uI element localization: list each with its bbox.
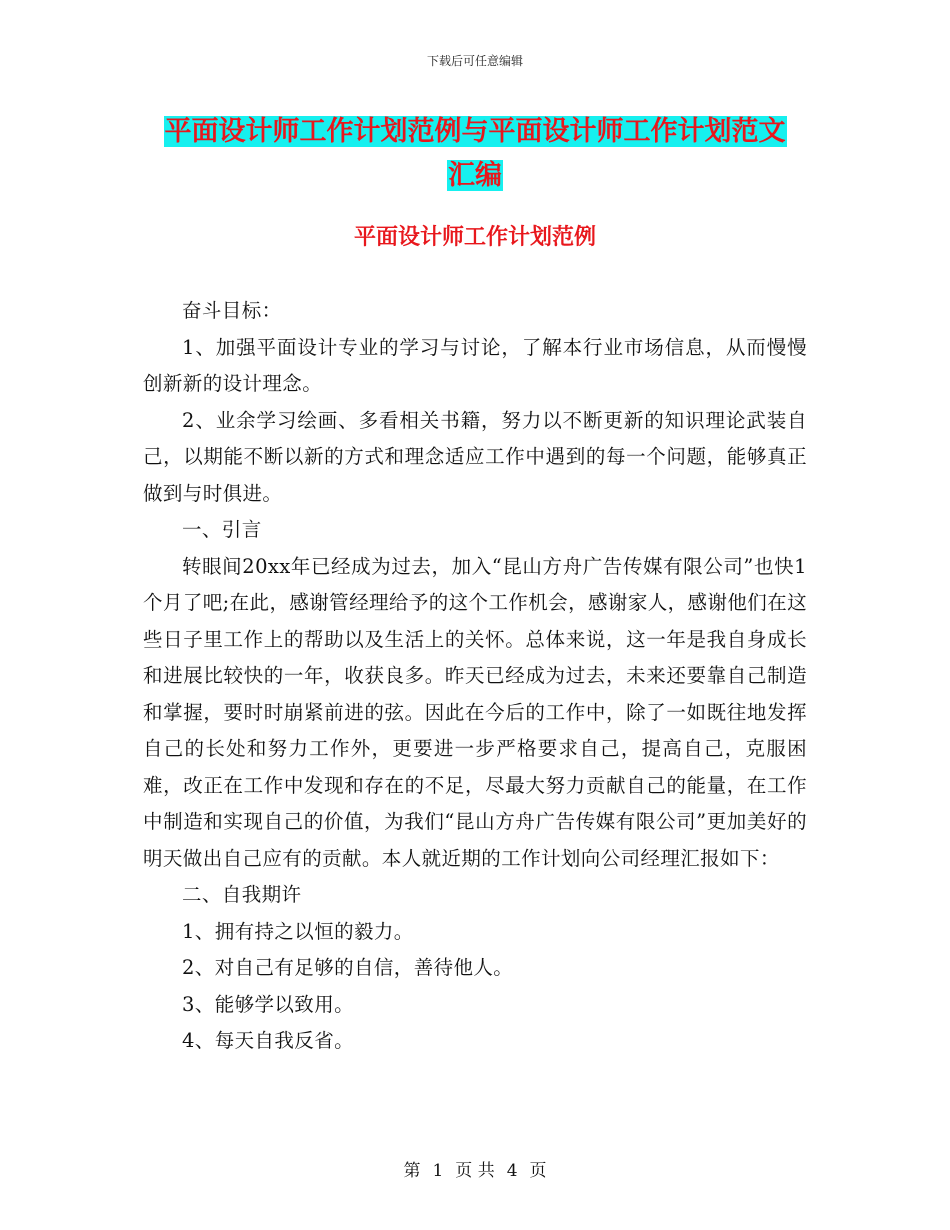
paragraph-expectations-heading: 二、自我期许 bbox=[182, 883, 302, 906]
paragraph-expectation-4: 4、每天自我反省。 bbox=[182, 1029, 355, 1052]
page-footer bbox=[0, 1156, 950, 1181]
footer-middle: 页 共 bbox=[455, 1161, 495, 1181]
paragraph-intro: 转眼间20xx年已经成为过去，加入“昆山方舟广告传媒有限公司”也快1个月了吧;在此，感谢管经理给予的这个工作机会，感谢家人，感谢他们在这些日子里工作上的帮助以及生活上的关怀。总体来说，这一年是我自身成长和进展比较快的一年，收获良多。昨天已经成为过去，未来还要靠自己制造和掌握，要时时崩紧前进的弦。因此在今后的工作中，除了一如既往地发挥自己的长处和努力工作外，更要进一步严格要求自己，提高自己，克服困难，改正在工作中发现和存在的不足，尽最大努力贡献自己的能量，在工作中制造和实现自己的价值，为我们“昆山方舟广告传媒有限公司”更加美好的明天做出自己应有的贡献。本人就近期的工作计划向公司经理汇报如下： bbox=[143, 554, 807, 870]
title-line-1: 平面设计师工作计划范例与平面设计师工作计划范文 bbox=[164, 116, 786, 147]
paragraph-goal-1: 1、加强平面设计专业的学习与讨论，了解本行业市场信息，从而慢慢创新新的设计理念。 bbox=[143, 335, 807, 395]
paragraph-expectation-2: 2、对自己有足够的自信，善待他人。 bbox=[182, 956, 514, 979]
title-line-2: 汇编 bbox=[448, 160, 502, 191]
paragraph-goals-heading: 奋斗目标： bbox=[182, 299, 282, 322]
footer-prefix: 第 bbox=[403, 1161, 421, 1181]
footer-page-number: 1 bbox=[432, 1161, 444, 1181]
paragraph-intro-heading: 一、引言 bbox=[182, 518, 262, 541]
header-note: 下载后可任意编辑 bbox=[426, 54, 523, 68]
footer-suffix: 页 bbox=[529, 1161, 547, 1181]
document-body bbox=[143, 293, 807, 1060]
paragraph-expectation-3: 3、能够学以致用。 bbox=[182, 992, 355, 1016]
document-title bbox=[140, 110, 810, 198]
paragraph-expectation-1: 1、拥有持之以恒的毅力。 bbox=[182, 919, 414, 943]
paragraph-goal-2: 2、业余学习绘画、多看相关书籍，努力以不断更新的知识理论武装自己，以期能不断以新的方式和理念适应工作中遇到的每一个问题，能够真正做到与时俱进。 bbox=[143, 408, 807, 505]
footer-total-pages: 4 bbox=[506, 1161, 518, 1181]
section-title: 平面设计师工作计划范例 bbox=[353, 224, 596, 250]
